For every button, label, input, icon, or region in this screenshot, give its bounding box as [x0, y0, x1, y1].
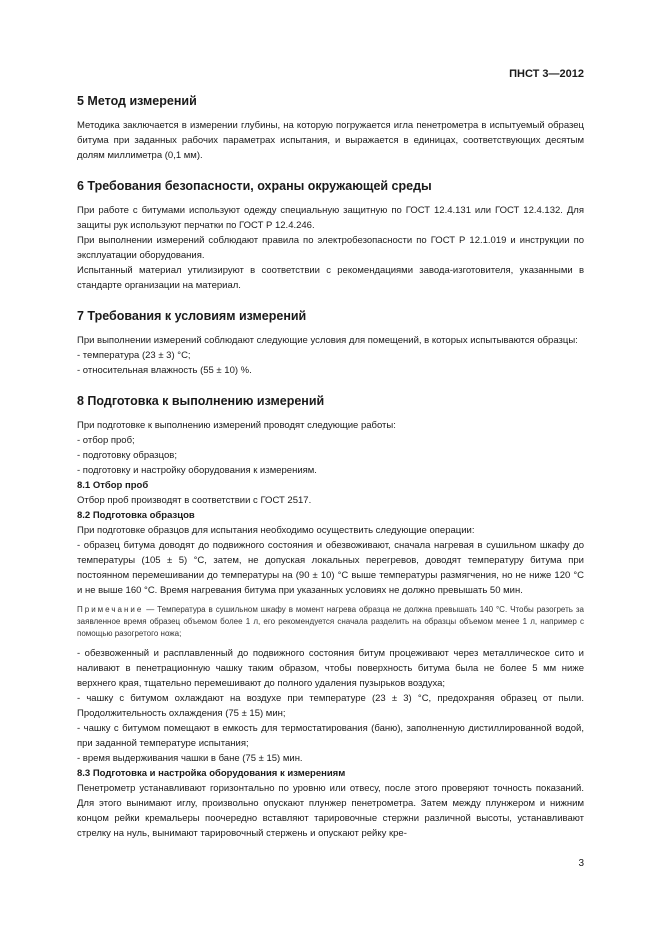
section-7-heading: 7 Требования к условиям измерений — [77, 309, 307, 323]
subsection-8-2-heading: 8.2 Подготовка образцов — [77, 510, 195, 521]
subsection-8-3-heading: 8.3 Подготовка и настройка оборудования к измерениям — [77, 768, 346, 779]
section-6-heading: 6 Требования безопасности, охраны окружающей среды — [77, 179, 432, 193]
section-5-heading: 5 Метод измерений — [77, 94, 197, 108]
note-block — [77, 604, 584, 640]
page-content — [77, 92, 584, 841]
subsection-8-2-paragraph-2: - образец битума доводят до подвижного состояния и обезвоживают, сначала нагревая в сушильном шкафу до температуры (105 ± 5) °С, затем, не допуская локальных перегревов, доводят температуру битума при постоянном перемешивании до температуры на (90 ± 10) °С выше температуры размягчения, но не ниже 120 °С и не выше 160 °С. Время нагревания битума при указанных условиях не должно превышать 50 мин. — [77, 540, 584, 596]
list-item: - относительная влажность (55 ± 10) %. — [77, 365, 252, 376]
document-code: ПНСТ 3—2012 — [509, 68, 584, 80]
subsection-8-2-paragraph-4: - чашку с битумом охлаждают на воздухе при температуре (23 ± 3) °С, предохраняя образец от пыли. Продолжительность охлаждения (75 ± 15) мин; — [77, 693, 584, 719]
section-6-paragraph-1: При работе с битумами используют одежду специальную защитную по ГОСТ 12.4.131 или ГОСТ 12.4.132. Для защиты рук используют перчатки по ГОСТ Р 12.4.246. — [77, 205, 584, 231]
section-8-heading: 8 Подготовка к выполнению измерений — [77, 394, 325, 408]
section-5-paragraph: Методика заключается в измерении глубины, на которую погружается игла пенетрометра в испытуемый образец битума при заданных рабочих параметрах испытания, и выражается в единицах, соответствующих десятым долям миллиметра (0,1 мм). — [77, 120, 584, 161]
note-text: — Температура в сушильном шкафу в момент нагрева образца не должна превышать 140 °С. Чтобы разогреть за заявленное время образец объемом более 1 л, его рекомендуется сначала разделить на образцы объемом менее 1 л, например с помощью разогретого ножа; — [77, 605, 584, 638]
subsection-8-1-heading: 8.1 Отбор проб — [77, 480, 149, 491]
list-item: - отбор проб; — [77, 435, 135, 446]
section-6-paragraph-3: Испытанный материал утилизируют в соответствии с рекомендациями завода-изготовителя, указанными в стандарте организации на материал. — [77, 265, 584, 291]
subsection-8-1-paragraph: Отбор проб производят в соответствии с ГОСТ 2517. — [77, 495, 312, 506]
list-item: - температура (23 ± 3) °С; — [77, 350, 191, 361]
section-8-paragraph: При подготовке к выполнению измерений проводят следующие работы: — [77, 420, 396, 431]
section-6-paragraph-2: При выполнении измерений соблюдают правила по электробезопасности по ГОСТ Р 12.1.019 и инструкции по эксплуатации оборудования. — [77, 235, 584, 261]
subsection-8-2-paragraph-5: - чашку с битумом помещают в емкость для термостатирования (баню), заполненную дистиллированной водой, при заданной температуре испытания; — [77, 723, 584, 749]
subsection-8-2-paragraph-6: - время выдерживания чашки в бане (75 ± 15) мин. — [77, 753, 303, 764]
list-item: - подготовку и настройку оборудования к измерениям. — [77, 465, 317, 476]
subsection-8-3-paragraph-1: Пенетрометр устанавливают горизонтально по уровню или отвесу, после этого проверяют точность показаний. Для этого вынимают иглу, произвольно опускают плунжер пенетрометра. Затем между плунжером и нижним концом рейки кремальеры поочередно вставляют тарировочные стержни различной высоты, устанавливают стрелку на нуль, вынимают тарировочный стержень и опускают рейку кре- — [77, 783, 584, 839]
list-item: - подготовку образцов; — [77, 450, 177, 461]
subsection-8-2-paragraph-1: При подготовке образцов для испытания необходимо осуществить следующие операции: — [77, 525, 475, 536]
page-number: 3 — [578, 858, 584, 869]
note-label: Примечание — [77, 605, 144, 614]
subsection-8-2-paragraph-3: - обезвоженный и расплавленный до подвижного состояния битум процеживают через металлическое сито и наливают в пенетрационную чашку таким образом, чтобы поверхность битума была не более 5 мм ниже верхнего края, тщательно перемешивают до полного удаления пузырьков воздуха; — [77, 648, 584, 689]
section-7-paragraph: При выполнении измерений соблюдают следующие условия для помещений, в которых испытываются образцы: — [77, 335, 578, 346]
